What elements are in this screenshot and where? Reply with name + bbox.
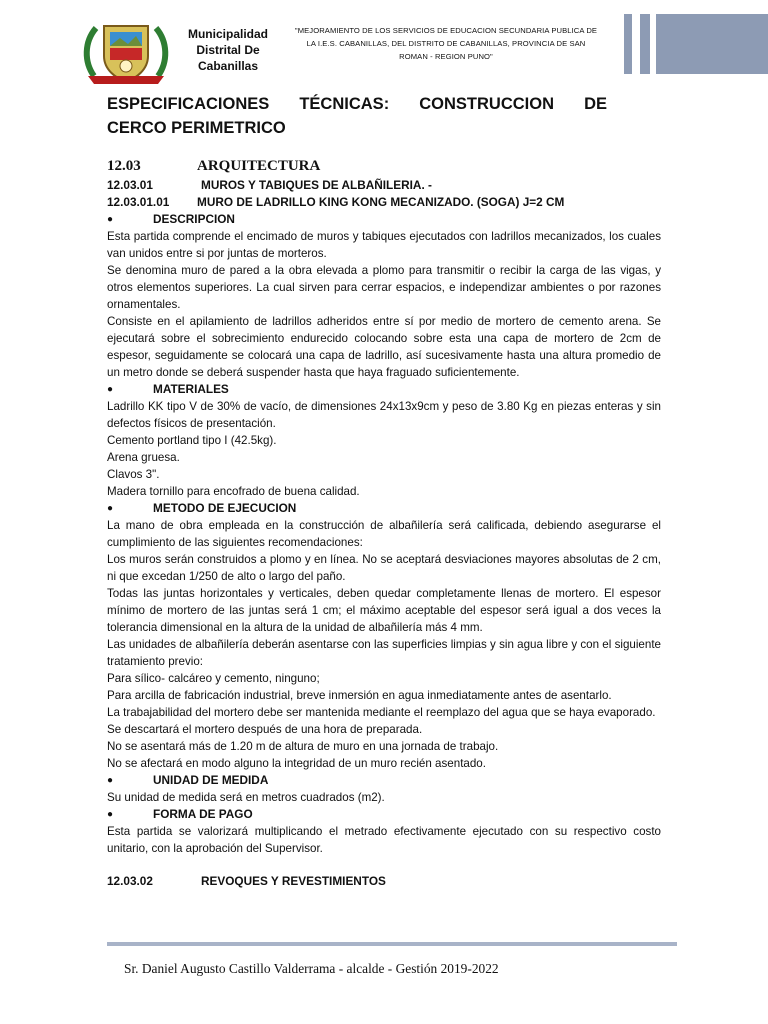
- footer-divider: [107, 942, 677, 946]
- subheading-metodo: [107, 500, 661, 517]
- subheading-label: FORMA DE PAGO: [153, 807, 253, 821]
- subheading-label: DESCRIPCION: [153, 212, 235, 226]
- section-heading-12-03-01: [107, 177, 661, 194]
- bullet-icon: ●: [107, 503, 114, 514]
- paragraph: Madera tornillo para encofrado de buena calidad.: [107, 485, 360, 498]
- section-heading-12-03-02: [107, 873, 661, 890]
- document-title-line: ESPECIFICACIONES TÉCNICAS: CONSTRUCCION DE: [107, 95, 607, 113]
- section-label: ARQUITECTURA: [197, 158, 321, 174]
- document-title-line: CERCO PERIMETRICO: [107, 119, 286, 137]
- municipality-name-line: Distrital De: [196, 43, 260, 57]
- paragraph: Para arcilla de fabricación industrial, breve inmersión en agua inmediatamente antes de asentarlo.: [107, 689, 612, 702]
- subheading-unidad: [107, 772, 661, 789]
- paragraph: Todas las juntas horizontales y verticales, deben quedar completamente llenas de mortero. El espesor mínimo de mortero de las juntas será 1 cm; el máximo aceptable del espesor será igual a dos veces la tolerancia dimensional en la altura de la unidad de albañilería más 4 mm.: [107, 587, 661, 634]
- subheading-label: UNIDAD DE MEDIDA: [153, 773, 269, 787]
- paragraph: Se denomina muro de pared a la obra elevada a plomo para transmitir o recibir la carga de las vigas, y otros elementos superiores. La cual sirven para cerrar espacios, e independizar ambientes o por razones ornamentales.: [107, 264, 661, 311]
- subheading-label: METODO DE EJECUCION: [153, 501, 297, 515]
- bullet-icon: ●: [107, 214, 114, 225]
- paragraph: Para sílico- calcáreo y cemento, ninguno;: [107, 672, 320, 685]
- section-code: 12.03.01: [107, 178, 153, 192]
- paragraph: Clavos 3".: [107, 468, 160, 481]
- paragraph: Consiste en el apilamiento de ladrillos adheridos entre sí por medio de mortero de cemento arena. Se ejecutará sobre el sobrecimiento endurecido colocando sobre esta una capa de mortero de 2cm de espesor, seguidamente se colocará una capa de ladrillo, así sucesivamente hasta una altura promedio de un metro donde se deberá suspender hasta que haya fraguado suficientemente.: [107, 315, 661, 379]
- section-code: 12.03: [107, 158, 141, 174]
- municipality-name-line: Municipalidad: [187, 27, 268, 41]
- subheading-descripcion: [107, 211, 661, 228]
- municipality-name-line: Cabanillas: [197, 59, 259, 73]
- paragraph: No se afectará en modo alguno la integridad de un muro recién asentado.: [107, 757, 486, 770]
- paragraph: La trabajabilidad del mortero debe ser mantenida mediante el reemplazo del agua que se haya evaporado.: [107, 706, 656, 719]
- bullet-icon: ●: [107, 775, 114, 786]
- section-code: 12.03.02: [107, 874, 153, 888]
- section-label: MURO DE LADRILLO KING KONG MECANIZADO. (SOGA) J=2 CM: [197, 195, 565, 209]
- paragraph: Las unidades de albañilería deberán asentarse con las superficies limpias y sin agua libre y con el siguiente tratamiento previo:: [107, 638, 661, 668]
- paragraph: Esta partida comprende el encimado de muros y tabiques ejecutados con ladrillos mecanizados, los cuales van unidos entre si por juntas de morteros.: [107, 230, 661, 260]
- paragraph: Se descartará el mortero después de una hora de preparada.: [107, 723, 423, 736]
- paragraph: Ladrillo KK tipo V de 30% de vacío, de dimensiones 24x13x9cm y peso de 3.80 Kg en piezas enteras y sin defectos físicos de presentación.: [107, 400, 661, 430]
- header-decor-bar: [624, 14, 632, 74]
- paragraph: No se asentará más de 1.20 m de altura de muro en una jornada de trabajo.: [107, 740, 499, 753]
- project-title: [286, 24, 606, 63]
- subheading-forma-pago: [107, 806, 661, 823]
- header-decor-bar: [656, 14, 768, 74]
- subheading-label: MATERIALES: [153, 382, 229, 396]
- document-body: [107, 177, 661, 890]
- bullet-icon: ●: [107, 384, 114, 395]
- header-decor-bar: [640, 14, 650, 74]
- paragraph: Esta partida se valorizará multiplicando el metrado efectivamente ejecutado con su respectivo costo unitario, con la aprobación del Supervisor.: [107, 825, 661, 855]
- section-label: MUROS Y TABIQUES DE ALBAÑILERIA. -: [201, 178, 432, 192]
- section-arquitectura: [107, 157, 607, 175]
- paragraph: Cemento portland tipo I (42.5kg).: [107, 434, 277, 447]
- project-title-line: "MEJORAMIENTO DE LOS SERVICIOS DE EDUCACION SECUNDARIA PUBLICA DE: [294, 26, 598, 35]
- bullet-icon: ●: [107, 809, 114, 820]
- section-heading-12-03-01-01: [107, 194, 661, 211]
- project-title-line: ROMAN - REGION PUNO": [399, 52, 493, 61]
- footer-text: Sr. Daniel Augusto Castillo Valderrama - alcalde - Gestión 2019-2022: [124, 961, 499, 976]
- municipality-name: [178, 26, 278, 74]
- paragraph: Los muros serán construidos a plomo y en línea. No se aceptará desviaciones mayores absolutas de 2 cm, ni que excedan 1/250 de alto o largo del paño.: [107, 553, 661, 583]
- subheading-materiales: [107, 381, 661, 398]
- paragraph: Arena gruesa.: [107, 451, 180, 464]
- section-label: REVOQUES Y REVESTIMIENTOS: [201, 874, 386, 888]
- municipality-logo: [80, 16, 172, 88]
- paragraph: La mano de obra empleada en la construcción de albañilería será calificada, debiendo asegurarse el cumplimiento de las siguientes recomendaciones:: [107, 519, 661, 549]
- section-code: 12.03.01.01: [107, 195, 170, 209]
- project-title-line: LA I.E.S. CABANILLAS, DEL DISTRITO DE CABANILLAS, PROVINCIA DE SAN: [306, 39, 586, 48]
- document-title: [107, 92, 607, 140]
- paragraph: Su unidad de medida será en metros cuadrados (m2).: [107, 791, 385, 804]
